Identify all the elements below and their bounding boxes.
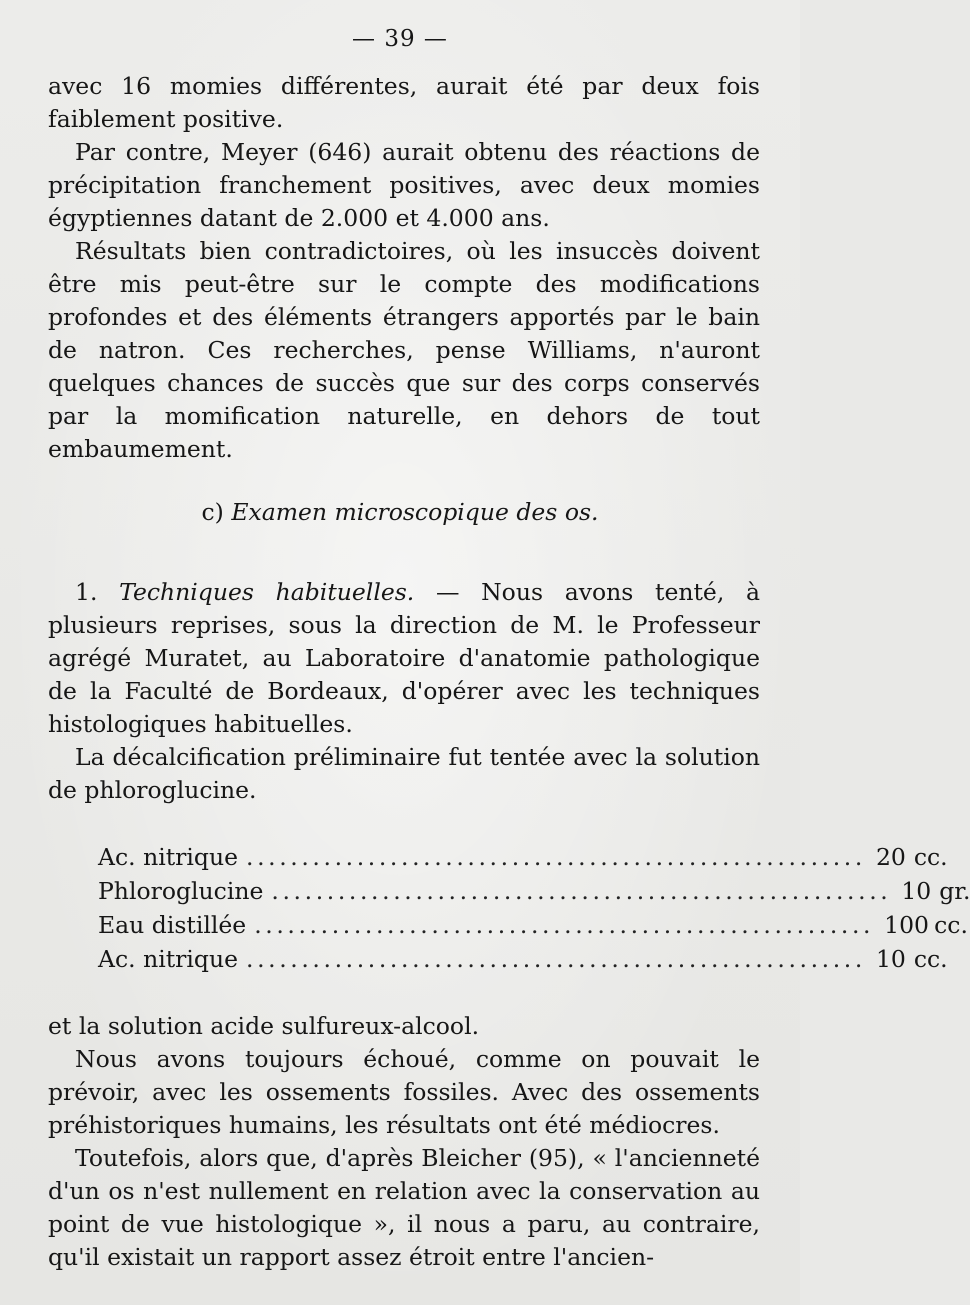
recipe-quantity: 100 [884, 911, 929, 939]
paragraph: Nous avons toujours échoué, comme on pouvait le prévoir, avec les ossements fossiles. Avec des ossements préhistoriques humains, les résultats ont été médiocres. [48, 1045, 760, 1139]
text-block-bottom [48, 1010, 760, 1274]
recipe-unit: cc. [913, 945, 948, 973]
recipe-ingredient: Ac. nitrique [98, 945, 239, 973]
leader-dots: ........................................................ [271, 877, 892, 905]
recipe-ingredient: Eau distillée [98, 911, 247, 939]
leader-dots: ........................................................ [246, 945, 866, 973]
recipe-row [98, 874, 970, 908]
paragraph-text: — Nous avons tenté, à plusieurs reprises, sous la direction de M. le Professeur agrégé Muratet, au Laboratoire d'anatomie pathologique de la Faculté de Bordeaux, d'opérer avec les techniques histologiques habituelles. [48, 578, 760, 738]
recipe-ingredient: Phloroglucine [98, 877, 264, 905]
section-heading [0, 498, 800, 526]
recipe-row [98, 840, 948, 874]
leader-dots: ........................................................ [254, 911, 875, 939]
recipe-table [98, 840, 970, 976]
paragraph [48, 576, 760, 741]
paragraph: avec 16 momies différentes, aurait été par deux fois faiblement positive. [48, 72, 760, 133]
recipe-unit: cc. [913, 843, 948, 871]
paragraph-number: 1. [75, 578, 98, 606]
paragraph-subtitle: Techniques habituelles. [119, 578, 415, 606]
recipe-quantity: 10 [901, 877, 932, 905]
section-heading-title: Examen microscopique des os. [231, 498, 599, 526]
recipe-quantity: 20 [875, 843, 906, 871]
recipe-row [98, 942, 948, 976]
text-block-top [48, 70, 760, 466]
paragraph: et la solution acide sulfureux-alcool. [48, 1012, 480, 1040]
paragraph: La décalcification préliminaire fut tentée avec la solution de phloroglucine. [48, 743, 760, 804]
text-block-middle [48, 576, 760, 807]
recipe-unit: cc. [934, 911, 968, 939]
recipe-ingredient: Ac. nitrique [98, 843, 239, 871]
recipe-row [98, 908, 968, 942]
paragraph: Toutefois, alors que, d'après Bleicher (95), « l'ancienneté d'un os n'est nullement en relation avec la conservation au point de vue histologique », il nous a paru, au contraire, qu'il existait un rapport assez étroit entre l'ancien- [48, 1144, 760, 1271]
recipe-quantity: 10 [875, 945, 906, 973]
page-number: — 39 — [352, 26, 448, 52]
paragraph: Par contre, Meyer (646) aurait obtenu des réactions de précipitation franchement positives, avec deux momies égyptiennes datant de 2.000 et 4.000 ans. [48, 138, 760, 232]
section-heading-letter: c) [201, 498, 224, 526]
paragraph: Résultats bien contradictoires, où les insuccès doivent être mis peut-être sur le compte des modifications profondes et des éléments étrangers apportés par le bain de natron. Ces recherches, pense Williams, n'auront quelques chances de succès que sur des corps conservés par la momification naturelle, en dehors de tout embaumement. [48, 237, 760, 463]
recipe-unit: gr. [939, 877, 970, 905]
leader-dots: ........................................................ [246, 843, 866, 871]
